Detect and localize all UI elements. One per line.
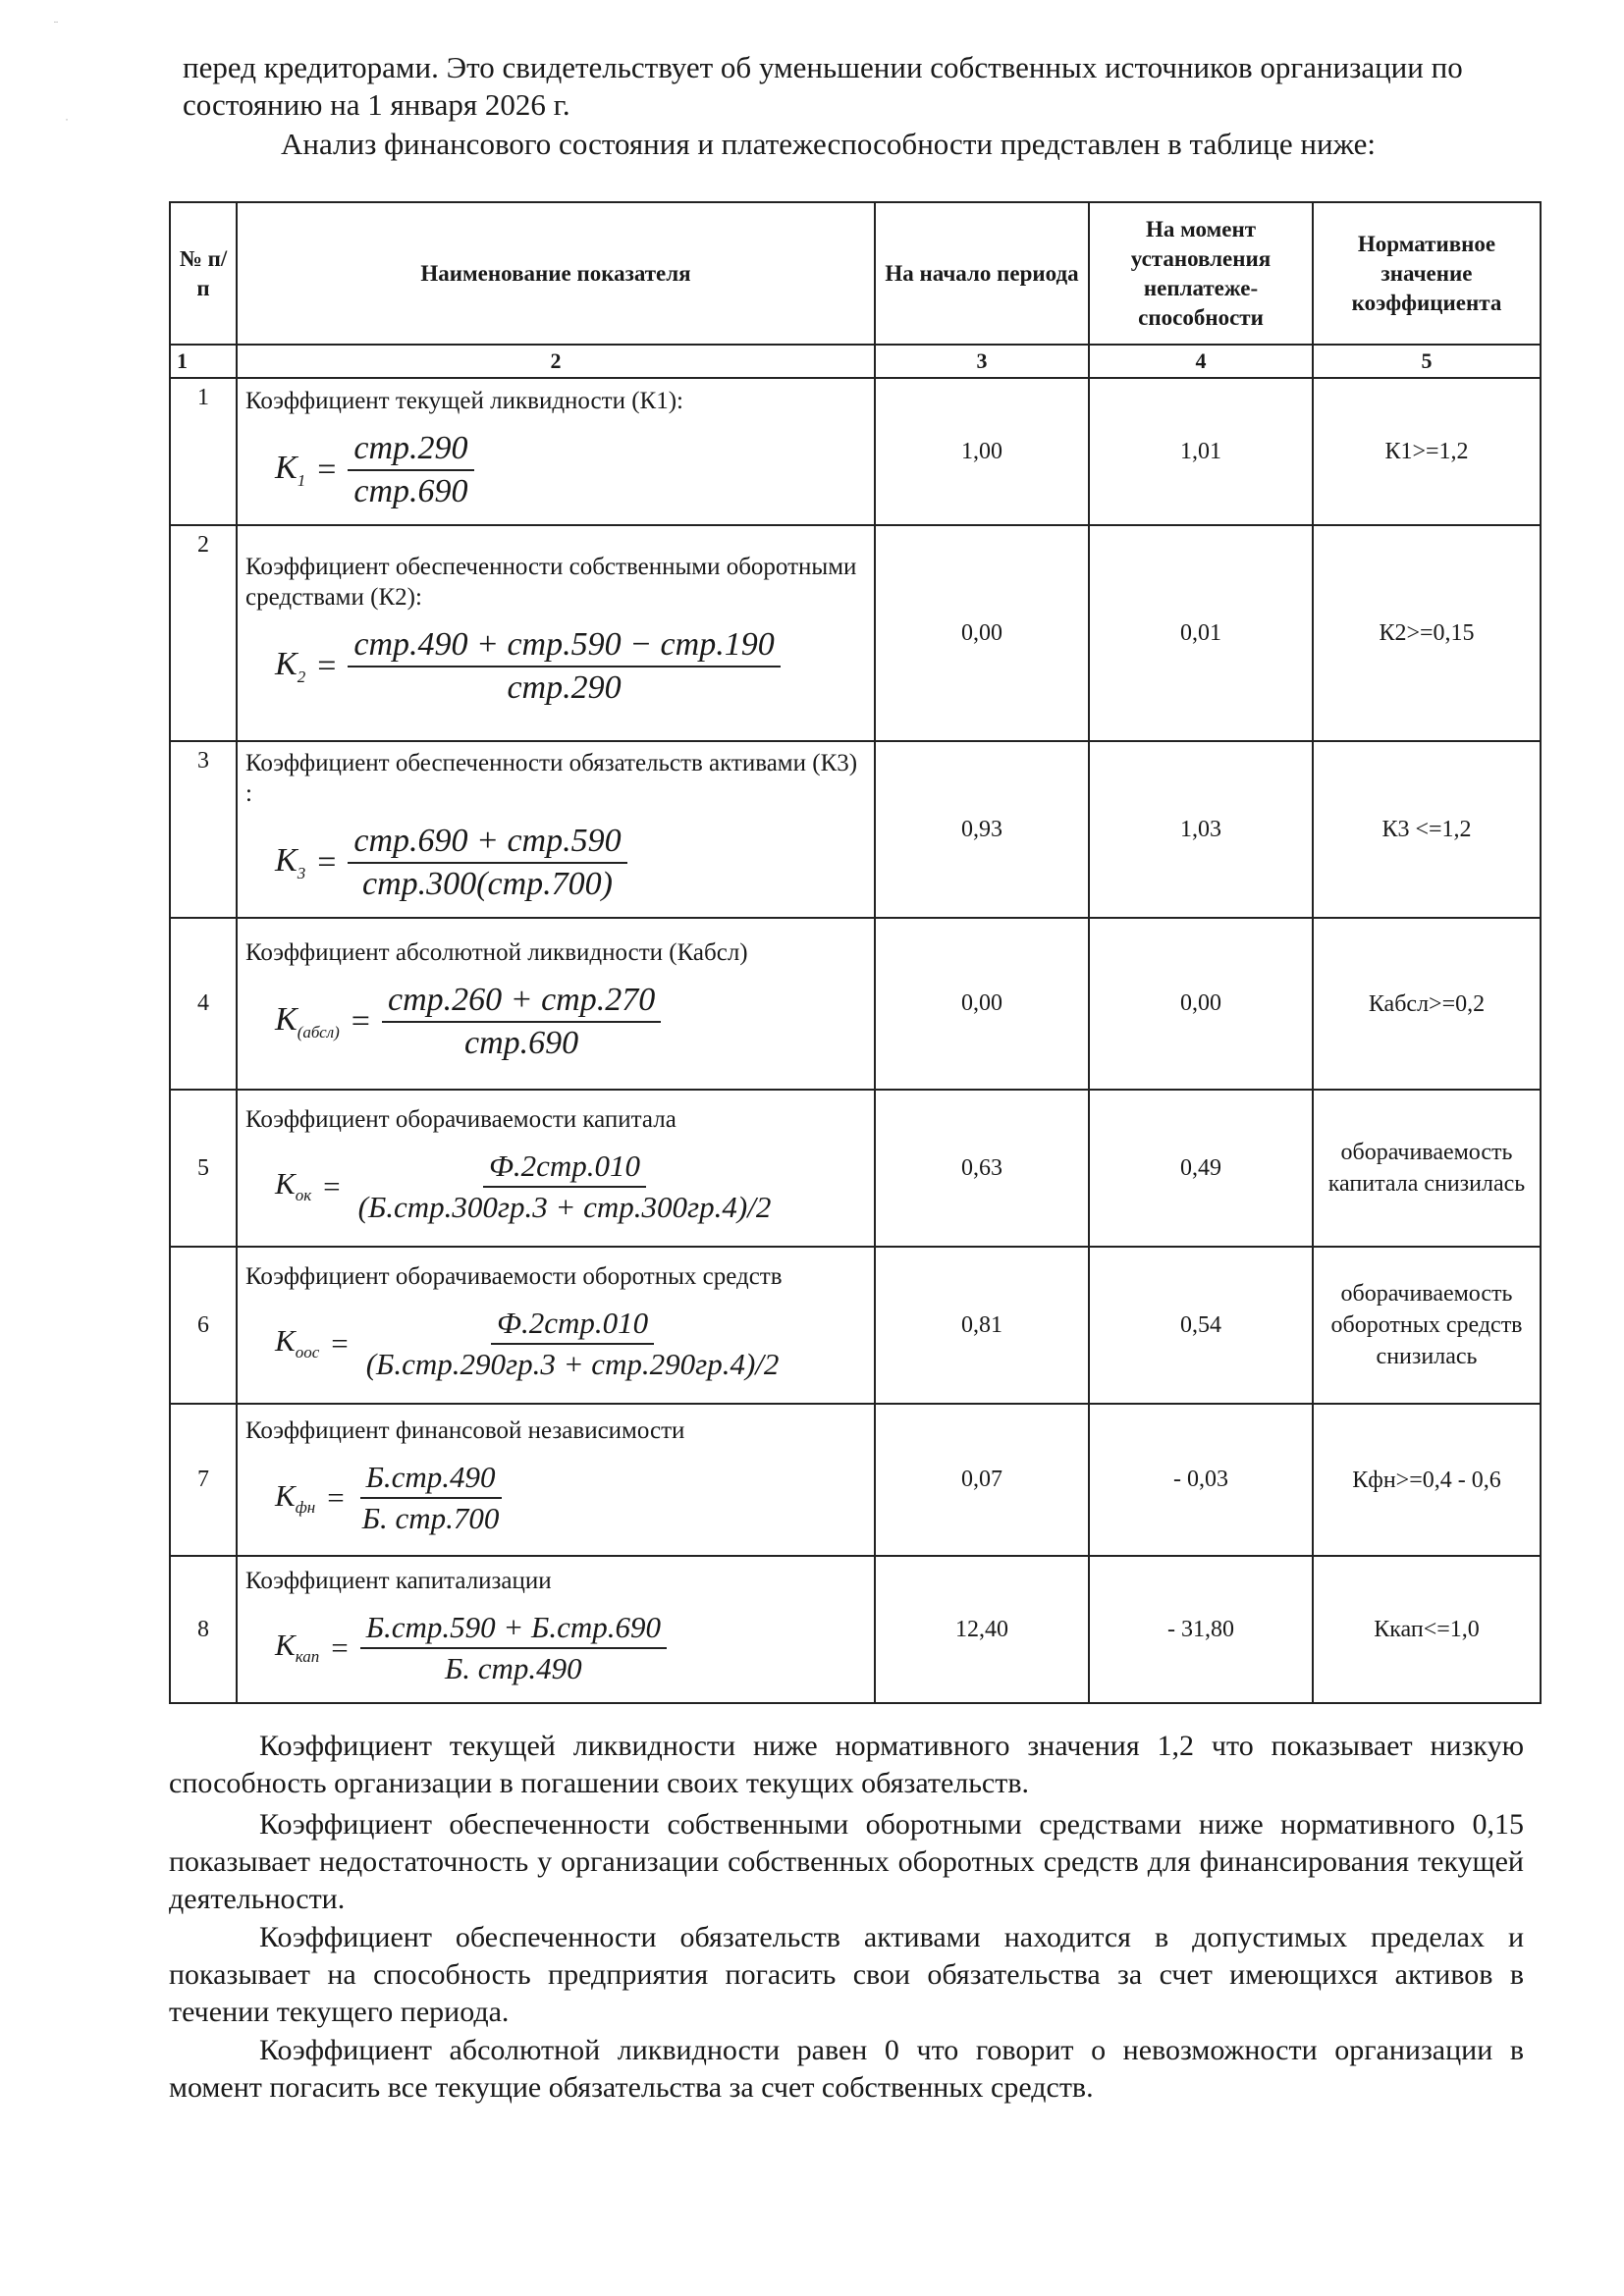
table-row [170, 1404, 1541, 1556]
value-start: 12,40 [875, 1556, 1089, 1703]
row-number: 6 [170, 1247, 237, 1404]
table-header-row [170, 202, 1541, 345]
formula-denominator: (Б.стр.300гр.3 + стр.300гр.4)/2 [357, 1189, 772, 1224]
indicator-formula [275, 1460, 866, 1536]
indicator-name: Коэффициент обеспеченности обязательств активами (К3) : [245, 750, 858, 807]
formula-numerator: стр.690 + стр.590 [348, 823, 626, 864]
intro-paragraph: перед кредиторами. Это свидетельствует об уменьшении собственных источников организации по состоянию на 1 января 2026 г. [183, 50, 1463, 122]
formula-numerator: стр.260 + стр.270 [382, 982, 661, 1023]
conclusion-3 [169, 1919, 1524, 2031]
indicator-name: Коэффициент оборачиваемости оборотных средств [245, 1262, 783, 1290]
indicator-cell [237, 1090, 875, 1247]
indicator-formula [275, 430, 866, 510]
indicator-formula [275, 982, 866, 1062]
value-start: 0,07 [875, 1404, 1089, 1556]
header-name: Наименование показателя [237, 202, 875, 345]
formula-subscript: оос [295, 1343, 320, 1362]
table-row [170, 1556, 1541, 1703]
row-number: 5 [170, 1090, 237, 1247]
formula-equals: = [317, 648, 337, 684]
indicator-cell [237, 741, 875, 918]
formula-lhs [275, 1478, 315, 1518]
indicator-cell [237, 1556, 875, 1703]
indicator-cell [237, 918, 875, 1090]
value-moment: 0,00 [1089, 918, 1313, 1090]
formula-subscript: фн [295, 1498, 316, 1518]
value-moment: 0,01 [1089, 525, 1313, 741]
formula-denominator: Б. стр.700 [361, 1501, 500, 1535]
formula-numerator: Ф.2стр.010 [483, 1148, 646, 1188]
header-start: На начало периода [875, 202, 1089, 345]
row-number: 3 [170, 741, 237, 918]
formula-subscript: 3 [297, 863, 306, 882]
formula-denominator: (Б.стр.290гр.3 + стр.290гр.4)/2 [365, 1346, 780, 1381]
formula-numerator: стр.490 + стр.590 − стр.190 [348, 626, 780, 667]
col-number: 5 [1313, 345, 1541, 378]
row-number: 8 [170, 1556, 237, 1703]
value-norm: К3 <=1,2 [1313, 741, 1541, 918]
conclusion-text: Коэффициент обеспеченности обязательств активами находится в допустимых пределах и показывает на способность предприятия погасить свои обязательства за счет имеющихся активов в течении текущего периода. [169, 1921, 1524, 2028]
conclusion-1 [169, 1728, 1524, 1802]
header-norm: Нормативное значение коэффициента [1313, 202, 1541, 345]
formula-fraction [352, 1148, 778, 1225]
indicator-cell [237, 378, 875, 525]
indicator-name: Коэффициент оборачиваемости капитала [245, 1105, 677, 1133]
formula-lhs [275, 1323, 319, 1362]
row-number: 1 [170, 378, 237, 525]
conclusion-2 [169, 1806, 1524, 1918]
conclusion-text: Коэффициент текущей ликвидности ниже нормативного значения 1,2 что показывает низкую способность организации в погашении своих текущих обязательств. [169, 1730, 1524, 1799]
formula-subscript: ок [295, 1186, 312, 1205]
indicator-cell [237, 1247, 875, 1404]
conclusion-4 [169, 2032, 1524, 2107]
formula-lhs [275, 1166, 311, 1205]
formula-fraction [348, 823, 626, 903]
formula-lhs [275, 1628, 319, 1667]
formula-subscript: кап [295, 1647, 320, 1667]
formula-equals: = [317, 451, 337, 488]
formula-denominator: стр.690 [353, 472, 468, 509]
formula-symbol: K [275, 1001, 298, 1039]
formula-fraction [382, 982, 661, 1062]
formula-equals: = [331, 1629, 349, 1665]
row-number: 4 [170, 918, 237, 1090]
value-moment: - 0,03 [1089, 1404, 1313, 1556]
formula-equals: = [317, 844, 337, 881]
formula-fraction [360, 1610, 667, 1686]
column-number-row [170, 345, 1541, 378]
formula-symbol: K [275, 1323, 296, 1359]
formula-lhs [275, 646, 305, 687]
col-number: 4 [1089, 345, 1313, 378]
formula-symbol: K [275, 646, 298, 683]
formula-numerator: стр.290 [348, 430, 473, 471]
formula-equals: = [331, 1325, 349, 1361]
indicator-cell [237, 525, 875, 741]
table-row [170, 525, 1541, 741]
indicator-formula [275, 1610, 866, 1686]
intro-table-caption: Анализ финансового состояния и платежеспособности представлен в таблице ниже: [281, 127, 1376, 161]
header-num: № п/п [170, 202, 237, 345]
value-start: 0,81 [875, 1247, 1089, 1404]
value-moment: 0,54 [1089, 1247, 1313, 1404]
formula-fraction [348, 626, 780, 707]
formula-fraction [348, 430, 473, 510]
col-number: 3 [875, 345, 1089, 378]
value-norm: Кфн>=0,4 - 0,6 [1313, 1404, 1541, 1556]
header-moment: На момент установления неплатеже-способности [1089, 202, 1313, 345]
value-start: 0,93 [875, 741, 1089, 918]
indicator-formula [275, 1306, 866, 1382]
value-start: 1,00 [875, 378, 1089, 525]
formula-fraction [356, 1460, 506, 1536]
formula-equals: = [323, 1168, 341, 1203]
formula-equals: = [351, 1003, 370, 1040]
value-norm: К1>=1,2 [1313, 378, 1541, 525]
table-row [170, 378, 1541, 525]
value-start: 0,63 [875, 1090, 1089, 1247]
formula-numerator: Б.стр.490 [360, 1460, 502, 1499]
value-moment: - 31,80 [1089, 1556, 1313, 1703]
formula-symbol: K [275, 1477, 296, 1513]
formula-numerator: Ф.2стр.010 [491, 1306, 654, 1345]
table-row [170, 918, 1541, 1090]
value-norm: Ккап<=1,0 [1313, 1556, 1541, 1703]
formula-fraction [360, 1306, 785, 1382]
formula-denominator: стр.300(стр.700) [362, 866, 613, 902]
value-norm: Кабсл>=0,2 [1313, 918, 1541, 1090]
formula-equals: = [327, 1480, 345, 1515]
col-number: 1 [170, 345, 237, 378]
indicator-name: Коэффициент финансовой независимости [245, 1417, 685, 1444]
indicator-name: Коэффициент капитализации [245, 1567, 552, 1594]
value-norm: оборачиваемость капитала снизилась [1313, 1090, 1541, 1247]
indicator-formula [275, 823, 866, 903]
col-number: 2 [237, 345, 875, 378]
formula-denominator: Б. стр.490 [445, 1650, 582, 1685]
formula-subscript: 1 [297, 470, 306, 490]
value-start: 0,00 [875, 525, 1089, 741]
formula-lhs [275, 1001, 340, 1042]
formula-numerator: Б.стр.590 + Б.стр.690 [360, 1610, 667, 1649]
formula-subscript: (абсл) [297, 1022, 340, 1041]
table-row [170, 741, 1541, 918]
value-start: 0,00 [875, 918, 1089, 1090]
value-moment: 1,03 [1089, 741, 1313, 918]
formula-denominator: стр.290 [507, 669, 622, 706]
row-number: 7 [170, 1404, 237, 1556]
row-number: 2 [170, 525, 237, 741]
formula-subscript: 2 [297, 667, 306, 686]
formula-denominator: стр.690 [464, 1025, 579, 1061]
value-norm: оборачиваемость оборотных средств снизилась [1313, 1247, 1541, 1404]
value-norm: К2>=0,15 [1313, 525, 1541, 741]
scan-speck: ˙ [65, 116, 69, 130]
indicator-name: Коэффициент текущей ликвидности (К1): [245, 387, 683, 414]
indicator-name: Коэффициент обеспеченности собственными оборотными средствами (К2): [245, 554, 857, 611]
formula-symbol: K [275, 1166, 296, 1201]
scan-speck: ¨ [54, 18, 58, 31]
conclusion-text: Коэффициент обеспеченности собственными оборотными средствами ниже нормативного 0,15 показывает недостаточность у организации собственных оборотных средств для финансирования текущей деятельности. [169, 1808, 1524, 1915]
value-moment: 0,49 [1089, 1090, 1313, 1247]
indicator-cell [237, 1404, 875, 1556]
formula-symbol: K [275, 449, 298, 486]
formula-lhs [275, 842, 305, 883]
formula-symbol: K [275, 842, 298, 880]
formula-symbol: K [275, 1628, 296, 1663]
indicator-formula [275, 1148, 866, 1225]
indicator-formula [275, 626, 866, 707]
indicator-name: Коэффициент абсолютной ликвидности (Кабсл) [245, 939, 748, 966]
table-row [170, 1247, 1541, 1404]
value-moment: 1,01 [1089, 378, 1313, 525]
formula-lhs [275, 450, 305, 491]
financial-indicators-table [169, 201, 1542, 1704]
table-row [170, 1090, 1541, 1247]
conclusion-text: Коэффициент абсолютной ликвидности равен 0 что говорит о невозможности организации в момент погасить все текущие обязательства за счет собственных средств. [169, 2034, 1524, 2104]
